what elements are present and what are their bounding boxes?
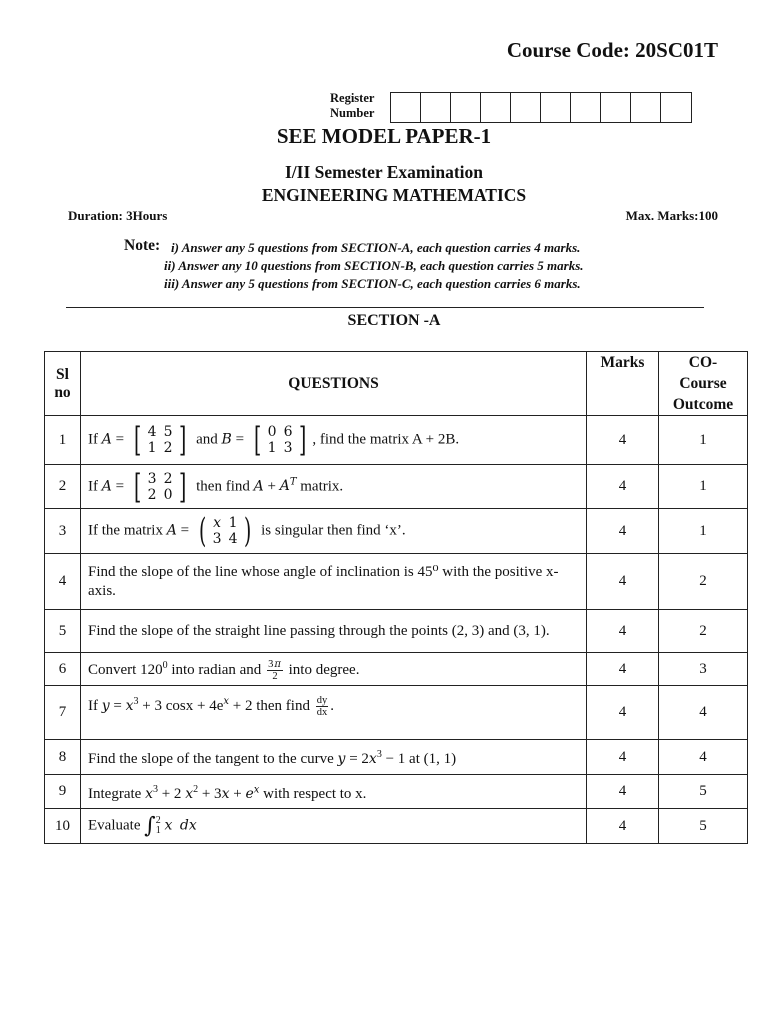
row-question: Find the slope of the tangent to the curve $y = 2x^3 - 1$ at (1, 1) [81, 740, 587, 775]
subject-title: ENGINEERING MATHEMATICS [261, 185, 527, 205]
note-line-1: i) Answer any 5 questions from SECTION-A, each question carries 4 marks. [171, 240, 581, 255]
row-question: Convert $120^0$ into radian and $\frac{3\pi}{2}$ into degree. [81, 653, 587, 686]
duration: Duration: 3Hours [68, 208, 168, 223]
row-marks: 4 [587, 686, 659, 740]
row-co: 2 [659, 554, 748, 610]
register-digit-box[interactable] [481, 93, 511, 122]
row-co: 1 [659, 416, 748, 465]
header-questions: QUESTIONS [81, 352, 587, 416]
row-sl: 6 [45, 653, 81, 686]
register-digit-box[interactable] [391, 93, 421, 122]
row-co: 3 [659, 653, 748, 686]
row-co: 1 [659, 509, 748, 554]
table-row [45, 653, 748, 686]
note-label: Note: [124, 237, 161, 254]
header-sl: Sl no [45, 352, 81, 416]
row-question: Integrate $x^3 + 2$ $x^2 + 3x + e^x$ with respect to x. [81, 775, 587, 809]
row-marks: 4 [587, 653, 659, 686]
row-question: If $y = x^3 + 3$ $\cos x + 4e^x + 2$ then find $\frac{dy}{dx}$ . [81, 686, 587, 740]
table-row [45, 465, 748, 509]
row-sl: 1 [45, 416, 81, 465]
max-marks: Max. Marks:100 [625, 208, 718, 223]
table-row [45, 775, 748, 809]
table-row [45, 740, 748, 775]
row-marks: 4 [587, 509, 659, 554]
register-digit-box[interactable] [451, 93, 481, 122]
table-row [45, 809, 748, 844]
row-question: If the matrix A = ( x 1 3 4 ) is singular then find ‘x’. [81, 509, 587, 554]
table-row [45, 610, 748, 653]
divider [66, 307, 704, 308]
header-co: CO- Course Outcome [659, 352, 748, 416]
register-number-boxes[interactable] [390, 92, 692, 123]
row-marks: 4 [587, 465, 659, 509]
row-sl: 7 [45, 686, 81, 740]
semester-title: I/II Semester Examination [284, 162, 483, 182]
table-row [45, 509, 748, 554]
register-digit-box[interactable] [571, 93, 601, 122]
row-marks: 4 [587, 554, 659, 610]
row-co: 5 [659, 809, 748, 844]
row-co: 4 [659, 686, 748, 740]
row-sl: 9 [45, 775, 81, 809]
row-marks: 4 [587, 740, 659, 775]
note-line-2: ii) Answer any 10 questions from SECTION-B, each question carries 5 marks. [164, 258, 584, 273]
row-question: Find the slope of the line whose angle of inclination is 45⁰ with the positive x-axis. [81, 554, 587, 610]
row-sl: 4 [45, 554, 81, 610]
row-question: Find the slope of the straight line passing through the points (2, 3) and (3, 1). [81, 610, 587, 653]
row-marks: 4 [587, 809, 659, 844]
row-co: 2 [659, 610, 748, 653]
row-sl: 3 [45, 509, 81, 554]
row-marks: 4 [587, 610, 659, 653]
row-question: If A = [ 3 2 2 0 ] then find $A + A^T$ matrix. [81, 465, 587, 509]
row-marks: 4 [587, 416, 659, 465]
row-marks: 4 [587, 775, 659, 809]
row-sl: 10 [45, 809, 81, 844]
row-co: 5 [659, 775, 748, 809]
row-question: Evaluate ∫ 2 1 x dx [81, 809, 587, 844]
header-marks: Marks [587, 352, 659, 416]
register-digit-box[interactable] [661, 93, 691, 122]
row-co: 1 [659, 465, 748, 509]
section-title: SECTION -A [347, 312, 441, 329]
table-header-row [45, 352, 748, 416]
register-digit-box[interactable] [631, 93, 661, 122]
row-question: If A = [ 4 5 1 2 ] and B = [ 0 6 1 3 ] , find the matrix A + 2B. [81, 416, 587, 465]
table-row [45, 554, 748, 610]
register-digit-box[interactable] [601, 93, 631, 122]
table-row [45, 416, 748, 465]
table-row [45, 686, 748, 740]
row-sl: 2 [45, 465, 81, 509]
register-number-label: Register Number [330, 91, 375, 120]
paper-title: SEE MODEL PAPER-1 [276, 124, 492, 148]
register-digit-box[interactable] [421, 93, 451, 122]
register-digit-box[interactable] [541, 93, 571, 122]
row-co: 4 [659, 740, 748, 775]
row-sl: 8 [45, 740, 81, 775]
questions-table [44, 351, 748, 844]
register-digit-box[interactable] [511, 93, 541, 122]
note-line-3: iii) Answer any 5 questions from SECTION-C, each question carries 6 marks. [164, 276, 581, 291]
course-code: Course Code: 20SC01T [506, 38, 718, 62]
row-sl: 5 [45, 610, 81, 653]
